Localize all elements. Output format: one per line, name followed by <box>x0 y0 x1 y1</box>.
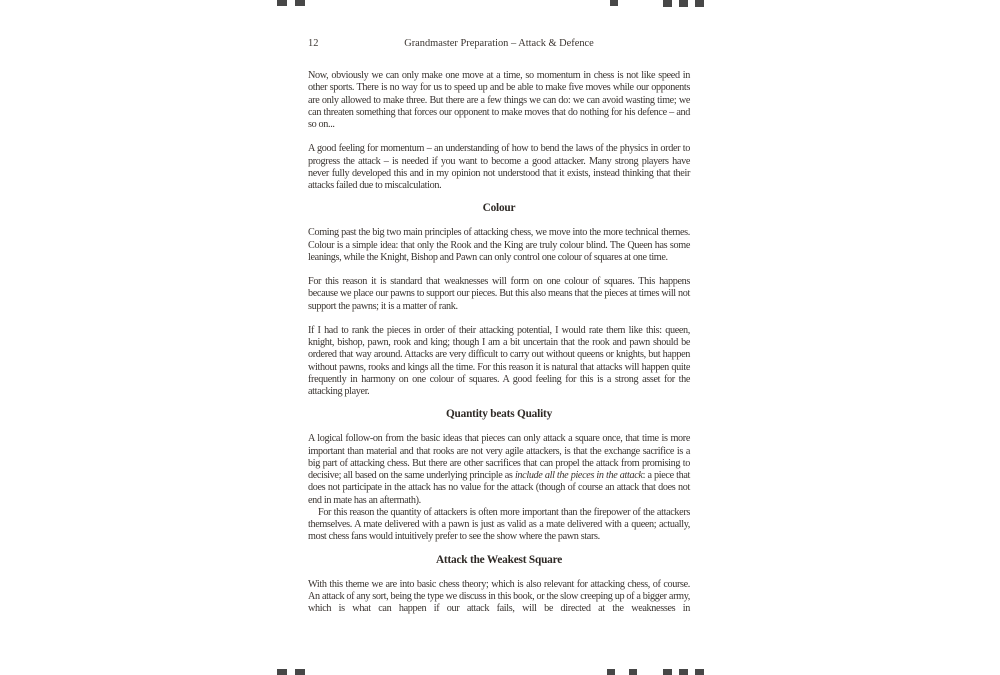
section-heading-quantity: Quantity beats Quality <box>445 408 553 421</box>
running-header <box>308 37 690 50</box>
paragraph-colour-1: Coming past the big two main principles of attacking chess, we move into the more technical themes. Colour is a simple idea: that only the Rook and the King are truly colour blind. The Queen has some leanings, while the Knight, Bishop and Pawn can only control one colour of squares at one time. <box>308 227 690 263</box>
scan-mark <box>663 669 672 675</box>
paragraph-colour-3: If I had to rank the pieces in order of their attacking potential, I would rate them like this: queen, knight, bishop, pawn, rook and king; though I am a bit uncertain that the rook and pawn should be ordered that way around. Attacks are very difficult to carry out without queens or knights, but happen without pawns, rooks and kings all the time. For this reason it is natural that attacks will happen quite frequently in harmony on one colour of squares. A good feeling for this is a strong asset for the attacking player. <box>308 324 690 397</box>
paragraph-momentum-2: A good feeling for momentum – an understanding of how to bend the laws of the physics in order to progress the attack – is needed if you want to become a good attacker. Many strong players have never fully developed this and in my opinion not understood that it exists, instead thinking that their attacks failed due to miscalculation. <box>308 143 690 191</box>
scan-mark <box>695 669 704 675</box>
scan-mark <box>663 0 672 7</box>
scan-mark <box>695 0 704 7</box>
section-heading-colour: Colour <box>482 202 516 215</box>
scan-mark <box>610 0 618 6</box>
paragraph-quantity-1 <box>308 433 690 507</box>
scan-mark <box>607 669 615 675</box>
running-title: Grandmaster Preparation – Attack & Defence <box>404 38 594 49</box>
scan-mark <box>295 669 305 675</box>
paragraph-quantity-1-pre: A logical follow-on from the basic ideas that pieces can only attack a square once, that time is more important than material and that rooks are not very agile attackers, is that the exchange sacrifice is a big part of attacking chess. But there are other sacrifices that can propel the attack from promising to decisive; all based on the same underlying principle as <box>308 433 690 481</box>
scan-mark <box>295 0 305 6</box>
page-number: 12 <box>308 38 319 49</box>
paragraph-momentum-1: Now, obviously we can only make one move at a time, so momentum in chess is not like speed in other sports. There is no way for us to speed up and be able to make five moves while our opponents are only allowed to make three. But there are a few things we can do: we can avoid wasting time; we can threaten something that forces our opponent to make moves that do nothing for his defence – and so on... <box>308 70 690 130</box>
scan-mark <box>277 0 287 6</box>
page-text-column <box>308 37 690 615</box>
paragraph-quantity-1-italic: include all the pieces in the attack <box>514 470 643 481</box>
paragraph-quantity-2: For this reason the quantity of attackers is often more important than the firepower of the attackers themselves. A mate delivered with a pawn is just as valid as a mate delivered with a queen; actually, most chess fans would intuitively prefer to see the show where the pawn stars. <box>308 506 690 543</box>
scan-mark <box>679 669 688 675</box>
section-heading-weakest-square: Attack the Weakest Square <box>435 553 563 566</box>
scan-mark <box>629 669 637 675</box>
paragraph-colour-2: For this reason it is standard that weaknesses will form on one colour of squares. This happens because we place our pawns to support our pieces. But this also means that the pieces at times will not support the pawns; it is a matter of rank. <box>308 276 690 312</box>
scan-mark <box>679 0 688 7</box>
scan-mark <box>277 669 287 675</box>
paragraph-weakest-1: With this theme we are into basic chess theory; which is also relevant for attacking chess, of course. An attack of any sort, being the type we discuss in this book, or the slow creeping up of a bigger army, which is what can happen if our attack fails, will be directed at the weaknesses in <box>308 578 690 614</box>
paragraph-quantity-1-post: : a piece that does not participate in the attack has no value for the attack (though of course an attack that does not end in mate has an aftermath). <box>308 470 691 506</box>
